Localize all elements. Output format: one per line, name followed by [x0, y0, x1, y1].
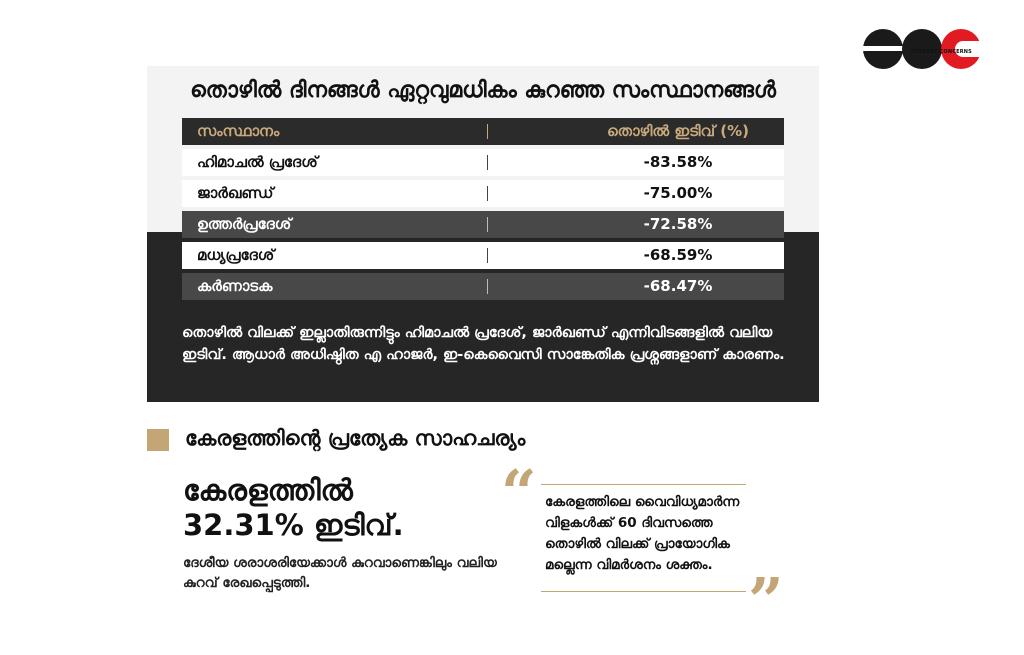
card-note: തൊഴിൽ വിലക്ക് ഇല്ലാതിരുന്നിട്ടും ഹിമാചൽ പ്രദേശ്, ജാർഖണ്ഡ് എന്നിവിടങ്ങളിൽ വലിയ ഇടിവ്. ആധാർ അധിഷ്ഠിത എ ഹാജർ, ഇ-കെവൈസി സാങ്കേതിക പ്രശ്നങ്ങളാണ് കാരണം. [182, 325, 785, 363]
kerala-headline [183, 473, 404, 543]
kerala-section-heading [147, 426, 647, 456]
row-value: -68.59% [643, 246, 713, 264]
kerala-quote: കേരളത്തിലെ വൈവിധ്യമാർന്ന വിളകൾക്ക് 60 ദിവസത്തെ തൊഴിൽ വിലക്ക് പ്രായോഗിക മല്ലെന്ന വിമർശനം ശക്തം. [545, 494, 740, 573]
table-row [182, 242, 784, 269]
gold-square-icon [147, 429, 169, 451]
row-value: -83.58% [643, 153, 713, 171]
row-value: -72.58% [643, 215, 713, 233]
table-row [182, 180, 784, 207]
kerala-headline-line1: കേരളത്തിൽ [183, 473, 353, 507]
column-divider [487, 217, 488, 232]
kerala-heading-text: കേരളത്തിന്റെ പ്രത്യേക സാഹചര്യം [185, 426, 526, 450]
row-value: -75.00% [643, 184, 713, 202]
kerala-headline-line2: 32.31% ഇടിവ്. [183, 508, 404, 542]
table-header [182, 118, 784, 145]
table-row [182, 149, 784, 176]
close-quote-icon: ” [748, 564, 784, 637]
open-quote-icon: “ [501, 456, 537, 529]
card-title: തൊഴിൽ ദിനങ്ങൾ ഏറ്റവുമധികം കുറഞ്ഞ സംസ്ഥാനങ്ങൾ [190, 78, 776, 103]
states-table [182, 118, 784, 304]
row-value: -68.47% [643, 277, 713, 295]
table-row [182, 273, 784, 300]
row-state: മധ്യപ്രദേശ് [197, 246, 275, 264]
column-divider [487, 248, 488, 263]
table-row [182, 211, 784, 238]
row-state: ഹിമാചൽ പ്രദേശ് [197, 153, 318, 171]
header-state: സംസ്ഥാനം [197, 122, 280, 140]
column-divider [487, 155, 488, 170]
quote-rule-bottom [541, 591, 746, 592]
states-card [147, 66, 819, 402]
row-state: കർണാടക [197, 277, 273, 295]
row-state: ജാർഖണ്ഡ് [197, 184, 274, 202]
kerala-subtext: ദേശീയ ശരാശരിയേക്കാൾ കുറവാണെങ്കിലും വലിയ കുറവ് രേഖപ്പെടുത്തി. [183, 555, 497, 591]
quote-rule-top [541, 484, 746, 485]
header-decline: തൊഴിൽ ഇടിവ് (%) [606, 122, 750, 140]
column-divider [487, 186, 488, 201]
column-divider [487, 124, 488, 139]
row-state: ഉത്തർപ്രദേശ് [197, 215, 292, 233]
column-divider [487, 279, 488, 294]
logo-text: OFFBEAT CONCERNS [911, 49, 972, 55]
